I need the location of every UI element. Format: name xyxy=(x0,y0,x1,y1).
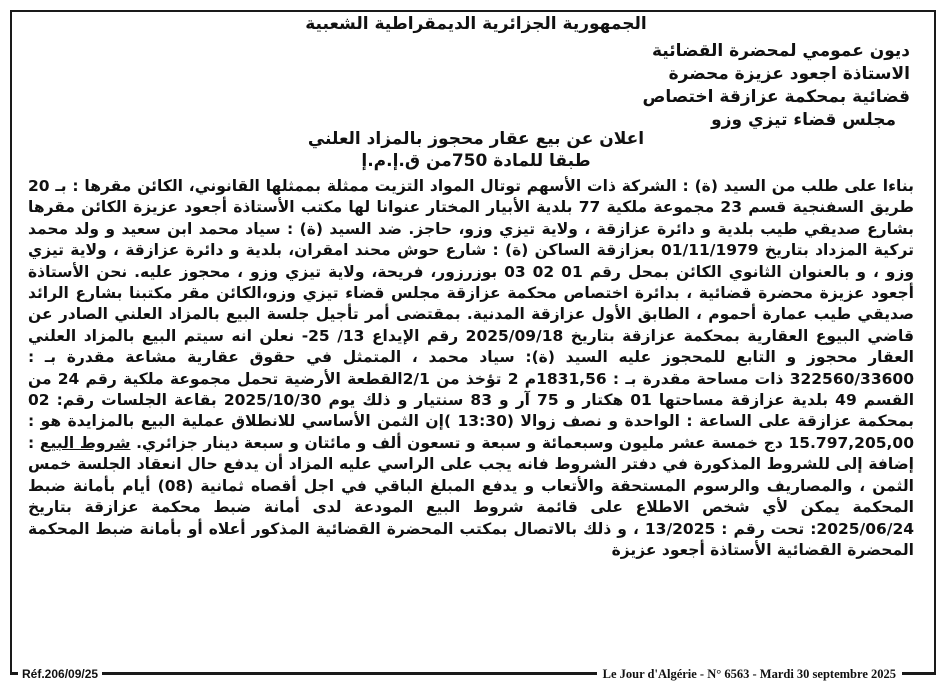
announcement-heading xyxy=(0,128,952,172)
body-text-conditions: : إضافة إلى للشروط المذكورة في دفتر الشروط فانه يجب على الراسي عليه المزاد أن يدفع حال انعقاد الجلسة خمس الثمن ، والمصاريف والرسوم المستحقة والأتعاب و يدفع المبلغ الباقي في اجل أقصاه ثمانية (08) أيام بأمانة ضبط المحكمة يمكن لأي شخص الاطلاع على قائمة شروط البيع المودعة لدى أمانة ضبط محكمة عزازقة بتاريخ 2025/06/24: تحت رقم : 13/2025 ، و ذلك بالاتصال بمكتب المحضرة القضائية المذكور أعلاه أو بأمانة ضبط المحكمة المحضرة القضائية الأستاذة أجعود عزيزة xyxy=(28,433,915,559)
newspaper-issue: Le Jour d'Algérie - N° 6563 - Mardi 30 septembre 2025 xyxy=(597,664,902,684)
office-line-4: مجلس قضاء تيزي وزو xyxy=(711,110,896,130)
page-footer xyxy=(0,664,952,686)
republic-header: الجمهورية الجزائرية الديمقراطية الشعبية xyxy=(305,14,647,34)
announcement-subtitle: طبقا للمادة 750من ق.إ.م.إ xyxy=(361,151,591,171)
announcement-title: اعلان عن بيع عقار محجوز بالمزاد العلني xyxy=(307,129,645,149)
sale-conditions-label: شروط البيع xyxy=(39,433,131,452)
reference-number: Réf.206/09/25 xyxy=(18,664,102,684)
body-text-main: بناءا على طلب من السيد (ة) : الشركة ذات الأسهم توتال المواد التزيت ممثلة بممثلها القانوني، الكائن مقرها : بـ 20 طريق السفنجية قسم 23 مجموعة ملكية 77 بلدية الأبيار المختار عنوانا لها مكتب الأستاذة أجعود عزيزة الكائن مقرها بشارع صديقي طيب بلدية و دائرة عزازقة ، ولاية تيزي وزو، حاجز. ضد السيد (ة) : سياد محمد ابن سعيد و ولد محمد تركية المزداد بتاريخ 01/11/1979 بعزازقة الساكن (ة) : شارع حوش محند امقران، بلدية و دائرة عزازقة ، ولاية تيزي وزو ، و بالعنوان الثانوي الكائن بمحل رقم 01 02 03 بوزرزور، فريحة، ولاية تيزي وزو ، محجوز عليه. نحن الأستاذة أجعود عزيزة محضرة قضائية ، بدائرة اختصاص محكمة عزازقة مجلس قضاء تيزي وزو،الكائن مقر مكتبنا بشارع الرائد صديقي طيب عمارة أحموم ، الطابق الأول عزازقة المدنية. بمقتضى أمر تأجيل جلسة البيع بالمزاد العلني الصادر عن قاضي البيوع العقارية بمحكمة عزازقة بتاريخ 2025/09/18 رقم الإيداع 13/ 25- نعلن انه سيتم البيع بالمزاد العلني العقار محجوز و التابع للمحجوز عليه السيد (ة): سياد محمد ، المتمثل في حقوق عقارية مشاعة مقدرة بـ : 322560/33600 ذات مساحة مقدرة بـ : 1831,56م 2 تؤخذ من 2/1القطعة الأرضية تحمل مجموعة ملكية رقم 24 من القسم 49 بلدية عزازقة مساحتها 01 هكتار و 75 آر و 83 سنتيار و ذلك يوم 2025/10/30 بقاعة الجلسات رقم: 02 بمحكمة عزازقة على الساعة : الواحدة و نصف زوالا (13:30 )إن الثمن الأساسي للانطلاق عملية البيع بالمزايدة هو : 15.797,205,00 دج خمسة عشر مليون وسبعمائة و سبعة و تسعون ألف و مائتان و سبعة دينار جزائري. xyxy=(28,177,915,452)
body-paragraph xyxy=(28,176,914,561)
office-line-1: ديون عمومي لمحضرة القضائية xyxy=(651,41,910,61)
office-line-3: قضائية بمحكمة عزازقة اختصاص xyxy=(642,87,910,107)
office-line-2: الاستاذة اجعود عزيزة محضرة xyxy=(668,64,910,84)
bailiff-office-block xyxy=(642,40,910,132)
announcement-body xyxy=(28,176,914,561)
